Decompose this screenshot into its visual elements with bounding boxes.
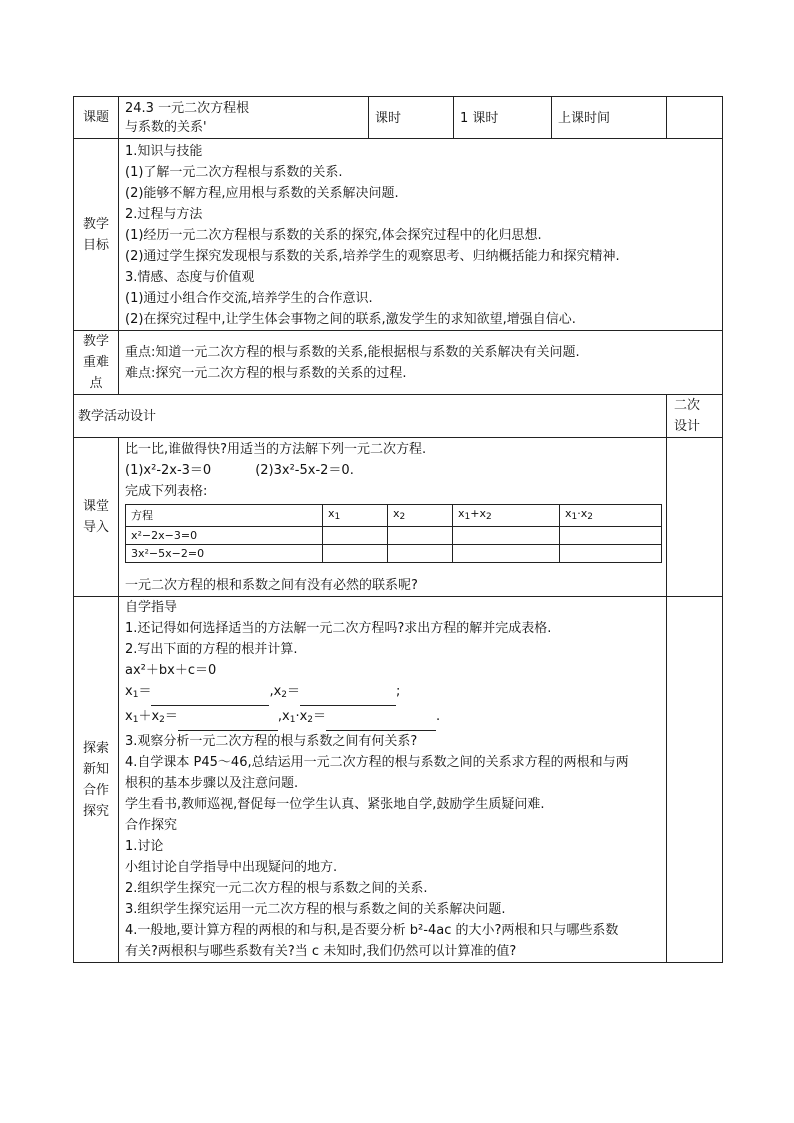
time-label-cell	[552, 97, 667, 139]
intro-prompt: 比一比,谁做得快?用适当的方法解下列一元二次方程.	[125, 442, 427, 457]
roots-table-header	[126, 505, 662, 527]
x1-blank[interactable]	[151, 691, 269, 706]
product-blank[interactable]	[326, 716, 436, 731]
goal-line: (1)经历一元二次方程根与系数的关系的探究,体会探究过程中的化归思想.	[125, 228, 542, 243]
table-row	[126, 545, 662, 563]
self-study-title: 自学指导	[125, 600, 178, 615]
goals-label-2: 目标	[82, 237, 109, 253]
activity-header-cell	[74, 395, 667, 438]
explore-label-1: 探索	[82, 740, 109, 756]
coop-title: 合作探究	[125, 818, 178, 833]
topic-label: 课题	[74, 97, 119, 139]
second-design-2: 设计	[674, 419, 701, 434]
goal-line: 3.情感、态度与价值观	[125, 270, 255, 285]
goal-line: (1)通过小组合作交流,培养学生的合作意识.	[125, 291, 373, 306]
intro-eq2: (2)3x²-5x-2＝0.	[255, 463, 354, 478]
topic-line-2: 与系数的关系'	[125, 120, 207, 135]
intro-eq1: (1)x²-2x-3＝0	[125, 463, 212, 478]
intro-content	[119, 438, 667, 597]
x2-blank[interactable]	[300, 691, 396, 706]
period-label-cell	[369, 97, 454, 139]
sum-product-blank-line: $x_1+x_2= ,x_1\cdot x_2=$ .	[125, 706, 660, 731]
goal-line: 1.知识与技能	[125, 144, 203, 159]
time-label: 上课时间	[558, 111, 611, 126]
time-value	[667, 117, 722, 119]
goal-line: (1)了解一元二次方程根与系数的关系.	[125, 165, 343, 180]
explore-label	[74, 597, 119, 963]
roots-table	[125, 504, 662, 563]
keypoints-label-1: 教学	[82, 334, 109, 349]
goals-row	[74, 139, 723, 331]
col-product: $x_1\cdot x_2$	[560, 505, 662, 527]
keypoints-row	[74, 331, 723, 395]
intro-equations	[125, 460, 660, 481]
keypoints-label-2: 重难	[82, 355, 109, 370]
intro-label	[74, 438, 119, 597]
explore-label-4: 探究	[82, 803, 109, 819]
roots-blank-line: $x_1= ,x_2=$ ;	[125, 681, 660, 706]
row1-x1[interactable]	[323, 527, 388, 545]
second-design-cell	[667, 395, 723, 438]
col-equation: 方程	[126, 505, 323, 527]
sum-blank[interactable]	[178, 716, 278, 731]
keypoints-content	[119, 331, 723, 395]
goal-line: (2)能够不解方程,应用根与系数的关系解决问题.	[125, 186, 399, 201]
row1-sum[interactable]	[453, 527, 560, 545]
intro-label-2: 导入	[82, 520, 109, 535]
col-sum: $x_1+x_2$	[453, 505, 560, 527]
intro-table-prompt: 完成下列表格:	[125, 484, 208, 499]
col-x1: $x_1$	[323, 505, 388, 527]
keypoints-label-3: 点	[89, 376, 103, 391]
self-q4a: 4.自学课本 P45～46,总结运用一元二次方程的根与系数之间的关系求方程的两根和与两	[125, 755, 629, 770]
teacher-note: 学生看书,教师巡视,督促每一位学生认真、紧张地自学,鼓励学生质疑问难.	[125, 797, 545, 812]
explore-row	[74, 597, 723, 963]
discuss-2: 2.组织学生探究一元二次方程的根与系数之间的关系.	[125, 881, 428, 896]
goals-label-1: 教学	[82, 216, 109, 232]
activity-header-label: 教学活动设计	[78, 408, 157, 424]
self-q3: 3.观察分析一元二次方程的根与系数之间有何关系?	[125, 734, 418, 749]
goal-line: (2)通过学生探究发现根与系数的关系,培养学生的观察思考、归纳概括能力和探究精神.	[125, 249, 620, 264]
period-label: 课时	[375, 111, 402, 126]
discuss-1: 1.讨论	[125, 839, 164, 854]
general-equation: ax²＋bx＋c＝0	[125, 663, 217, 678]
lesson-plan	[73, 96, 722, 963]
explore-label-3: 合作	[82, 782, 109, 798]
difficult-point: 难点:探究一元二次方程的根与系数的关系的过程.	[125, 365, 407, 381]
topic-line-1: 24.3 一元二次方程根	[125, 101, 250, 116]
explore-second-design	[667, 597, 723, 963]
intro-question: 一元二次方程的根和系数之间有没有必然的联系呢?	[125, 578, 418, 593]
goals-label	[74, 139, 119, 331]
self-q4b: 根积的基本步骤以及注意问题.	[125, 776, 299, 791]
explore-label-2: 新知	[82, 761, 109, 777]
topic-cell	[119, 97, 369, 139]
row2-x2[interactable]	[388, 545, 453, 563]
discuss-4b: 有关?两根积与哪些系数有关?当 c 未知时,我们仍然可以计算准的值?	[125, 944, 517, 959]
row1-equation: x²−2x−3=0	[126, 527, 323, 545]
discuss-1-text: 小组讨论自学指导中出现疑问的地方.	[125, 860, 338, 875]
lesson-plan-table	[73, 96, 723, 963]
period-value: 1 课时	[460, 111, 499, 126]
col-x2: $x_2$	[388, 505, 453, 527]
row2-equation: 3x²−5x−2=0	[126, 545, 323, 563]
intro-second-design	[667, 438, 723, 597]
goal-line: (2)在探究过程中,让学生体会事物之间的联系,激发学生的求知欲望,增强自信心.	[125, 312, 576, 327]
intro-row	[74, 438, 723, 597]
row1-product[interactable]	[560, 527, 662, 545]
explore-content	[119, 597, 667, 963]
row2-x1[interactable]	[323, 545, 388, 563]
row1-x2[interactable]	[388, 527, 453, 545]
activity-header-row	[74, 395, 723, 438]
discuss-3: 3.组织学生探究运用一元二次方程的根与系数之间的关系解决问题.	[125, 902, 506, 917]
discuss-4a: 4.一般地,要计算方程的两根的和与积,是否要分析 b²-4ac 的大小?两根和只与哪些系数	[125, 923, 619, 938]
self-q2: 2.写出下面的方程的根并计算.	[125, 642, 298, 657]
goal-line: 2.过程与方法	[125, 207, 203, 222]
row2-sum[interactable]	[453, 545, 560, 563]
header-row	[74, 97, 723, 139]
row2-product[interactable]	[560, 545, 662, 563]
self-q1: 1.还记得如何选择适当的方法解一元二次方程吗?求出方程的解并完成表格.	[125, 621, 552, 636]
table-row	[126, 527, 662, 545]
period-value-cell	[454, 97, 552, 139]
goals-content	[119, 139, 723, 331]
intro-label-1: 课堂	[82, 499, 109, 514]
second-design-1: 二次	[674, 398, 701, 413]
keypoints-label	[74, 331, 119, 395]
time-value-cell	[667, 97, 723, 139]
key-point: 重点:知道一元二次方程的根与系数的关系,能根据根与系数的关系解决有关问题.	[125, 344, 580, 360]
